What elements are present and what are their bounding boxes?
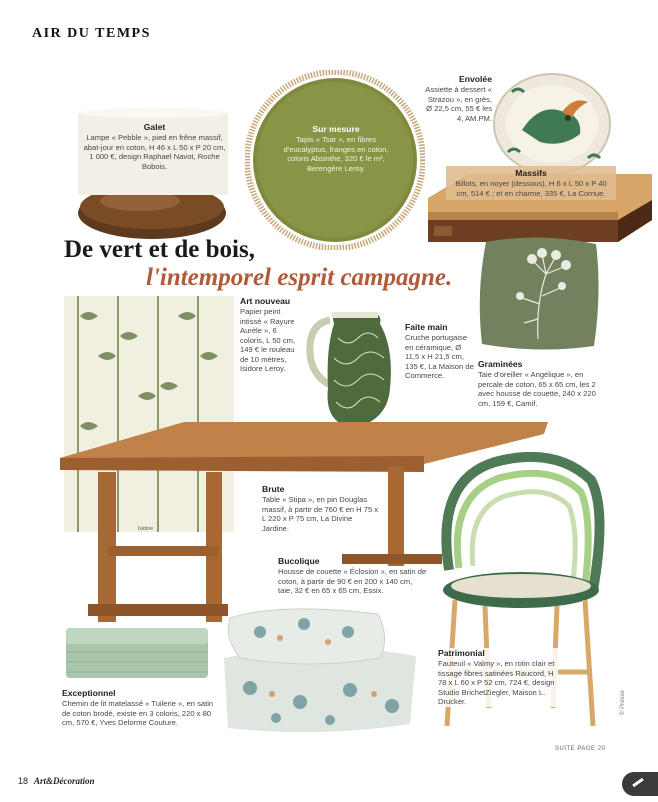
pitcher-image (304, 308, 404, 432)
faite-main-text: Cruche portugaise en céramique, Ø 11,5 x H 21,5 cm, 135 €, La Maison de Commerce. (405, 333, 474, 380)
section-title: AIR DU TEMPS (32, 26, 151, 41)
bucolique-title: Bucolique (278, 556, 320, 566)
brute-text: Table « Stipa », en pin Douglas massif, à partir de 760 € en H 75 x L 220 x P 75 cm, La Divine Jardine. (262, 495, 379, 533)
art-nouveau-text: Papier peint intissé « Rayure Aurèle », 6 coloris, L 50 cm, 149 € le rouleau de 10 mètres, Isidore Leroy. (240, 307, 296, 373)
pillow-image (476, 234, 604, 352)
bucolique-text: Housse de couette « Éclosion », en satin de coton, à partir de 90 € en 200 x 140 cm, taie, 32 € en 65 x 65 cm, Essix. (278, 567, 427, 595)
envolee-caption (420, 74, 492, 123)
next-page-icon (632, 778, 644, 787)
graminees-title: Graminées (478, 359, 523, 369)
envolee-title: Envolée (459, 74, 492, 84)
massifs-title: Massifs (515, 168, 547, 178)
exceptionnel-text: Chemin de lit matelassé « Tuilerie », en satin de coton brodé, existe en 3 coloris, 220 x 80 cm, 570 €, Yves Delorme Couture. (62, 699, 214, 727)
galet-text: Lampe « Pebble », pied en frêne massif, abat-jour en coton, H 46 x L 50 x P 20 cm, 1 000 €, design Raphael Navot, Roche Bobois. (83, 133, 226, 171)
faite-main-title: Faite main (405, 322, 448, 332)
headline-line-2: l'intemporel esprit campagne. (146, 264, 453, 291)
massifs-text: Billots, en noyer (dessous), H 6 x L 50 x P 40 cm, 514 € ; et en charme, 335 €, La Cornue. (455, 179, 607, 198)
headline (64, 236, 452, 292)
graminees-caption (478, 359, 608, 408)
patrimonial-text: Fauteuil « Valmy », en rotin clair et tissage fibres satinées Raucord, H 78 x L 60 x P 52 cm, 724 €, design Studio BrichetZiegler, Maison L. Drucker. (438, 659, 555, 706)
bucolique-caption (278, 556, 428, 596)
page-turn-tab[interactable] (622, 772, 658, 796)
patrimonial-caption (438, 648, 558, 707)
graminees-text: Taie d'oreiller « Angélique », en percale de coton, 65 x 65 cm, les 2 avec housse de couette, 240 x 220 cm, 159 €, Camif. (478, 370, 596, 408)
magazine-name: Art&Décoration (34, 776, 95, 786)
brute-caption (262, 484, 380, 533)
art-nouveau-caption (240, 296, 302, 374)
patrimonial-title: Patrimonial (438, 648, 485, 658)
wallpaper-label: Isidore (138, 526, 154, 532)
photo-credit: © Presse (620, 690, 626, 715)
brute-title: Brute (262, 484, 285, 494)
continued-note: SUITE PAGE 20 (555, 746, 606, 752)
floral-duvet-image (220, 598, 420, 738)
quilted-throw-image (62, 622, 212, 684)
page-folio (18, 776, 95, 786)
sur-mesure-caption (280, 124, 392, 173)
exceptionnel-title: Exceptionnel (62, 688, 116, 698)
page-number: 18 (18, 776, 29, 786)
exceptionnel-caption (62, 688, 222, 728)
art-nouveau-title: Art nouveau (240, 296, 291, 306)
massifs-caption (446, 166, 616, 200)
galet-caption (82, 122, 227, 171)
faite-main-caption (405, 322, 477, 381)
sur-mesure-title: Sur mesure (312, 124, 360, 134)
envolee-text: Assiette à dessert « Strazou », en grès, Ø 22,5 cm, 55 € les 4, AM.PM. (425, 85, 492, 123)
galet-title: Galet (143, 122, 166, 132)
headline-line-1: De vert et de bois, (64, 236, 255, 263)
sur-mesure-text: Tapis « Tsar », en fibres d'eucalyptus, franges en coton, coloris Absinthe, 320 € le m², Berengère Leroy. (283, 135, 389, 173)
